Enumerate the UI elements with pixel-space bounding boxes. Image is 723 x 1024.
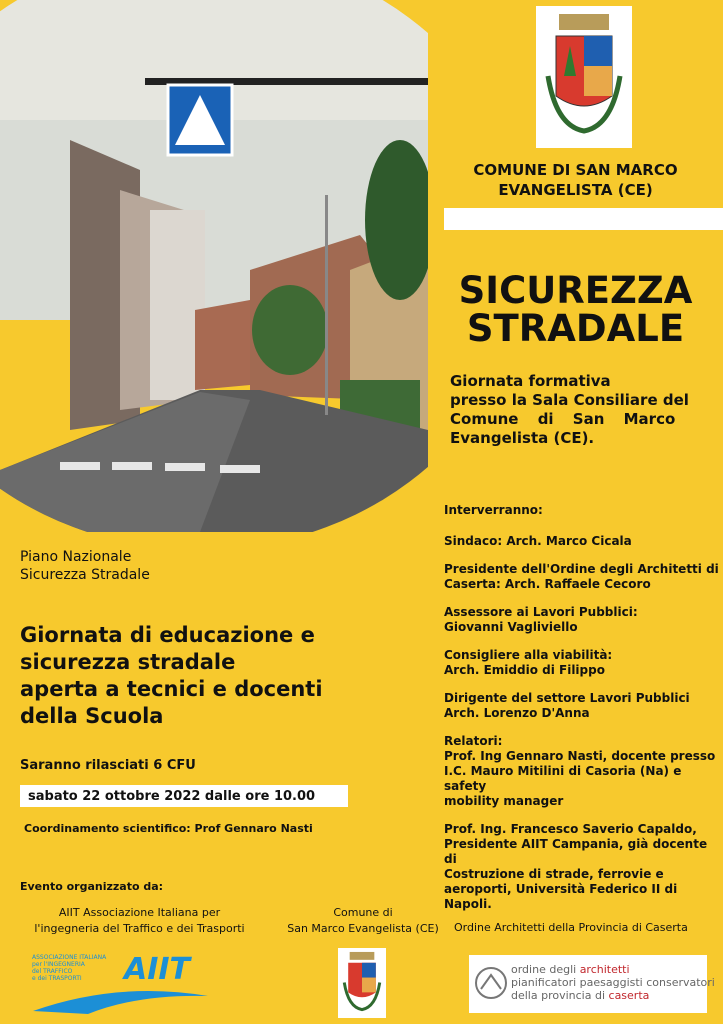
aiit-small-line: del TRAFFICO [32,968,73,975]
title-line2: STRADALE [466,307,685,350]
organizer-ordine: Ordine Architetti della Provincia di Caserta [454,921,688,934]
headline-line3: aperta a tecnici e docenti [20,677,323,701]
speaker-line: Costruzione di strade, ferrovie e [444,867,664,881]
ordine-logo-text [511,963,715,1002]
speaker-item [444,734,720,809]
aiit-small-line: ASSOCIAZIONE ITALIANA [32,954,107,961]
speaker-line: Caserta: Arch. Raffaele Cecoro [444,577,651,591]
comune-header [428,160,723,200]
aiit-small-line: per l'INGEGNERIA [32,961,85,968]
ordine-emblem-icon [473,965,509,1001]
ordine-architetti-logo [469,955,715,1013]
speaker-item [444,605,720,635]
ordine-text-line1 [511,963,715,976]
speaker-item [444,534,720,549]
speaker-line: Sindaco: Arch. Marco Cicala [444,534,632,548]
speaker-line: aeroporti, Università Federico II di Napoli. [444,882,678,911]
organizer-comune-line2: San Marco Evangelista (CE) [287,922,439,935]
coordination-note: Coordinamento scientifico: Prof Gennaro Nasti [24,822,313,835]
speaker-line: Giovanni Vagliviello [444,620,578,634]
municipal-crest-logo [536,6,632,148]
intro-line2: presso la Sala Consiliare del [450,391,689,409]
speaker-line: Assessore ai Lavori Pubblici: [444,605,638,619]
organizer-aiit [12,905,267,937]
intro-line4: Evangelista (CE). [450,429,595,447]
crest-icon [536,6,632,148]
organizer-aiit-line1: AIIT Associazione Italiana per [58,906,221,919]
event-headline [20,622,323,730]
speaker-line: Arch. Emiddio di Filippo [444,663,605,677]
speaker-item [444,822,720,912]
main-title [428,269,723,350]
event-date: sabato 22 ottobre 2022 dalle ore 10.00 [28,789,316,804]
organizer-comune-line1: Comune di [333,906,393,919]
speaker-line: Prof. Ing. Francesco Saverio Capaldo, [444,822,697,836]
speaker-list [444,534,720,912]
ordine-text-part: della provincia di [511,989,609,1002]
comune-line1: COMUNE DI SAN MARCO [473,161,678,179]
aiit-logo-wordmark: AIIT [124,952,191,987]
piano-line2: Sicurezza Stradale [20,567,150,583]
crest-small-icon [338,948,386,1018]
aiit-logo-small-text [32,954,106,982]
intro-text [450,372,716,448]
speaker-line: mobility manager [444,794,564,808]
speaker-line: Presidente dell'Ordine degli Architetti di [444,562,719,576]
comune-line2: EVANGELISTA (CE) [498,181,653,199]
speakers-heading: Interverranno: [444,503,543,517]
cfu-note: Saranno rilasciati 6 CFU [20,758,196,773]
speaker-item [444,562,720,592]
comune-small-crest-logo [338,948,386,1018]
speaker-item [444,691,720,721]
piano-line1: Piano Nazionale [20,549,132,565]
speaker-line: Presidente AIIT Campania, già docente di [444,837,708,866]
headline-line2: sicurezza stradale [20,650,236,674]
ordine-text-accent: architetti [579,963,630,976]
street-photo [0,0,428,532]
speaker-line: Dirigente del settore Lavori Pubblici [444,691,690,705]
headline-line1: Giornata di educazione e [20,623,315,647]
ordine-text-accent: caserta [608,989,650,1002]
ordine-text-line2: pianificatori paesaggisti conservatori [511,976,715,989]
organizer-comune [268,905,458,937]
piano-label [20,548,150,584]
organizer-aiit-line2: l'ingegneria del Traffico e dei Trasporti [34,922,245,935]
aiit-small-line: e dei TRASPORTI [32,975,82,982]
aiit-logo [28,952,214,1016]
divider-bar [444,208,723,230]
speaker-line: I.C. Mauro Mitilini di Casoria (Na) e safety [444,764,682,793]
ordine-text-line3 [511,989,715,1002]
organized-by-label: Evento organizzato da: [20,880,164,893]
speaker-line: Relatori: [444,734,503,748]
intro-line3: Comune di San Marco [450,410,676,428]
speaker-line: Prof. Ing Gennaro Nasti, docente presso [444,749,716,763]
speaker-line: Arch. Lorenzo D'Anna [444,706,590,720]
intro-line1: Giornata formativa [450,372,611,390]
title-line1: SICUREZZA [458,269,693,312]
street-scene-image [0,0,428,532]
ordine-text-part: ordine degli [511,963,580,976]
headline-line4: della Scuola [20,704,164,728]
speaker-item [444,648,720,678]
aiit-swoosh-icon [28,986,214,1016]
speaker-line: Consigliere alla viabilità: [444,648,613,662]
